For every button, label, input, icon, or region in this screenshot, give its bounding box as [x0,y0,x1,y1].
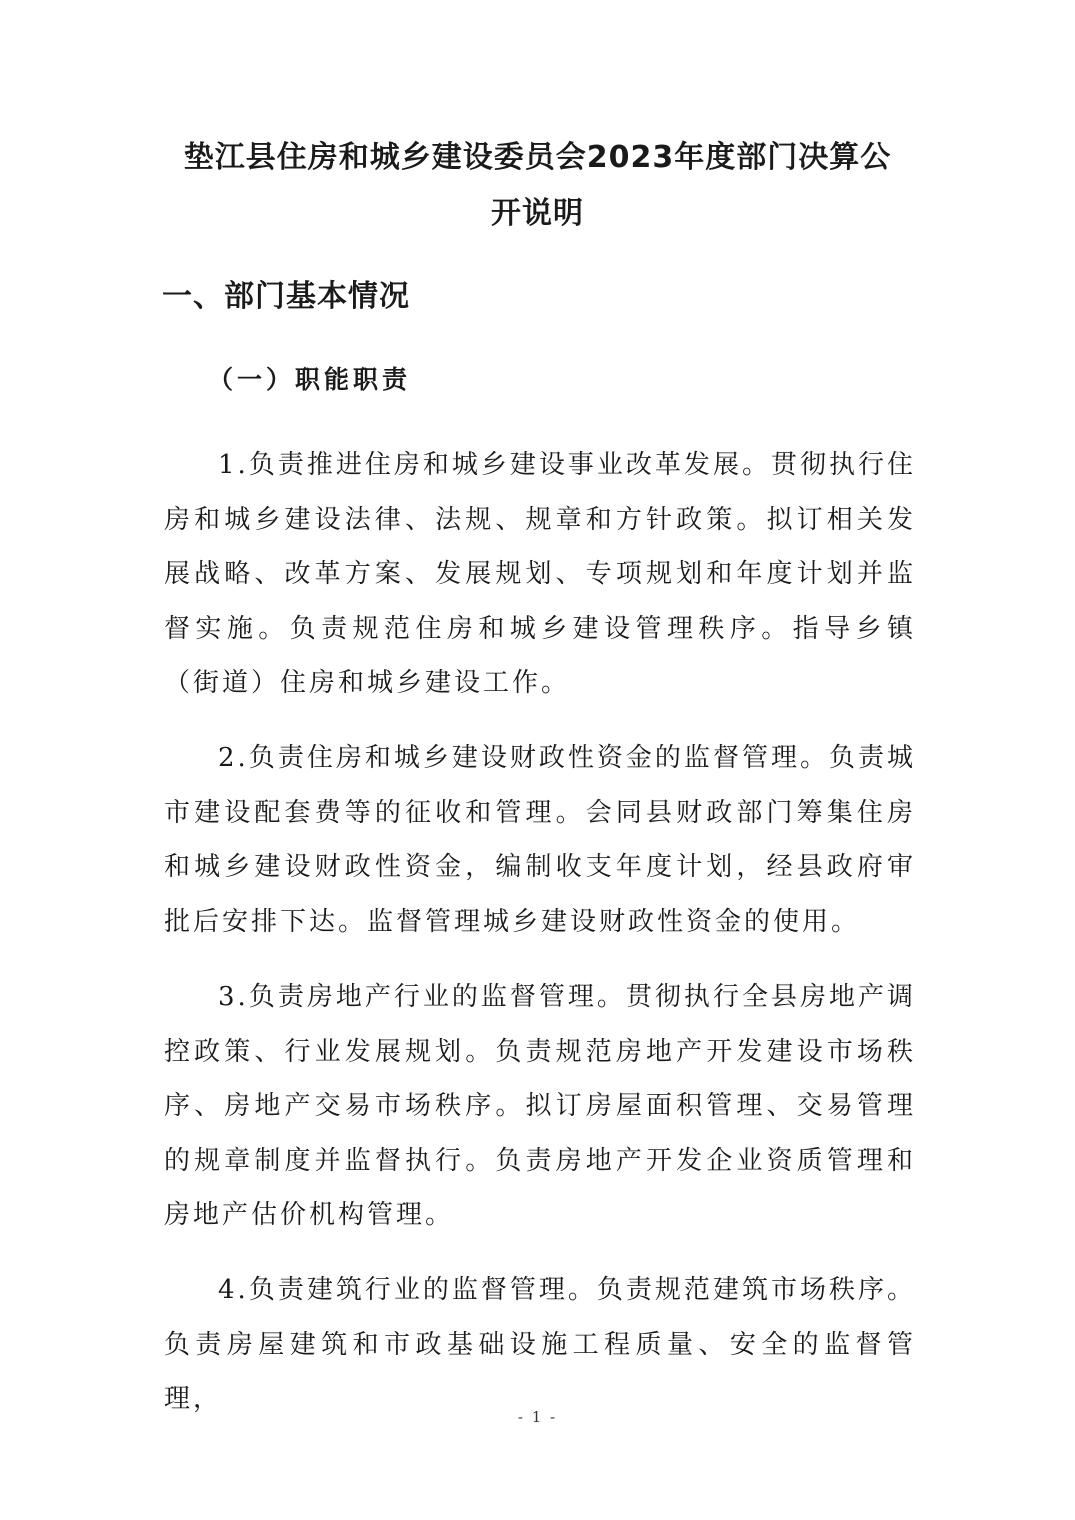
paragraph-1: 1.负责推进住房和城乡建设事业改革发展。贯彻执行住房和城乡建设法律、法规、规章和方针政策。拟订相关发展战略、改革方案、发展规划、专项规划和年度计划并监督实施。负责规范住房和城乡建设管理秩序。指导乡镇（街道）住房和城乡建设工作。 [164,450,916,698]
document-title-line-1: 垫江县住房和城乡建设委员会2023年度部门决算公 [183,140,892,175]
paragraph-3: 3.负责房地产行业的监督管理。贯彻执行全县房地产调控政策、行业发展规划。负责规范房地产开发建设市场秩序、房地产交易市场秩序。拟订房屋面积管理、交易管理的规章制度并监督执行。负责房地产开发企业资质管理和房地产估价机构管理。 [164,982,916,1230]
page-number: - 1 - [517,1408,558,1426]
paragraph-4: 4.负责建筑行业的监督管理。负责规范建筑市场秩序。负责房屋建筑和市政基础设施工程质量、安全的监督管理， [164,1275,916,1414]
subsection-heading: （一）职能职责 [208,365,412,394]
document-title-line-2: 开说明 [491,196,584,231]
paragraph-2: 2.负责住房和城乡建设财政性资金的监督管理。负责城市建设配套费等的征收和管理。会同县财政部门筹集住房和城乡建设财政性资金，编制收支年度计划，经县政府审批后安排下达。监督管理城乡建设财政性资金的使用。 [164,743,916,937]
section-heading: 一、部门基本情况 [162,279,410,314]
